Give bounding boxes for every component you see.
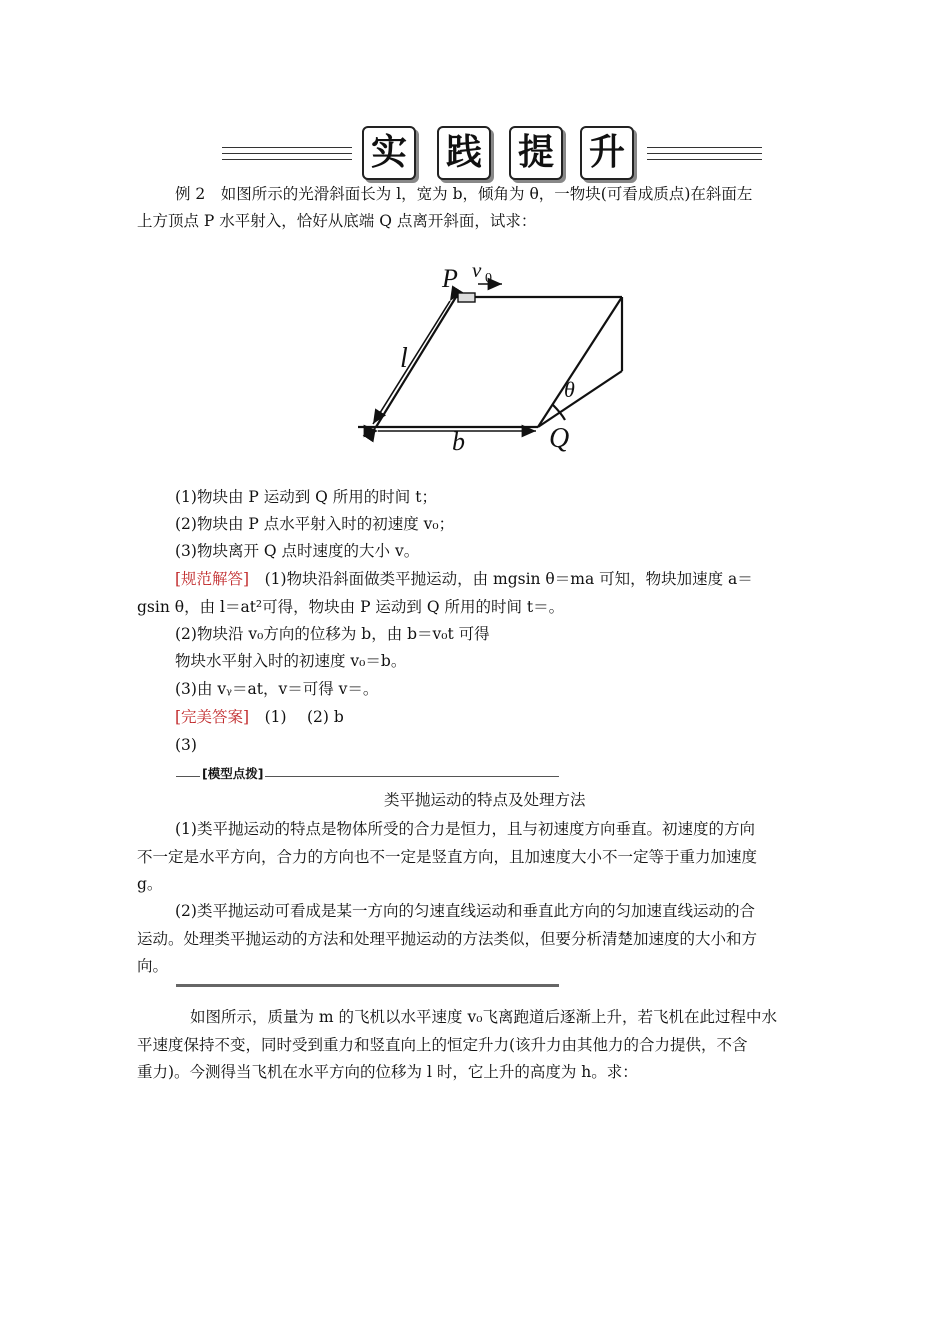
answer-text-1: (1) (2) b: [249, 708, 344, 726]
example-line-1: 例 2 如图所示的光滑斜面长为 l，宽为 b，倾角为 θ，一物块(可看成质点)在斜面左: [175, 185, 753, 203]
model-p2-line-1: (2)类平抛运动可看成是某一方向的匀速直线运动和垂直此方向的匀加速直线运动的合: [175, 902, 755, 920]
example-line-2: 上方顶点 P 水平射入，恰好从底端 Q 点离开斜面，试求：: [137, 212, 537, 230]
solution-line-4: 物块水平射入时的初速度 v₀＝b。: [175, 652, 407, 670]
block-marker: [458, 293, 475, 302]
answer-line-1: [175, 704, 344, 730]
model-title: 类平抛运动的特点及处理方法: [384, 791, 586, 809]
solution-line-5: (3)由 vᵧ＝at，v＝可得 v＝。: [175, 680, 379, 698]
label-l: l: [400, 343, 408, 374]
answer-label: [完美答案]: [175, 708, 250, 726]
solution-text-1: (1)物块沿斜面做类平抛运动，由 mgsin θ＝ma 可知，物块加速度 a＝: [249, 570, 753, 588]
exercise-line-3: 重力)。今测得当飞机在水平方向的位移为 l 时，它上升的高度为 h。求：: [137, 1063, 638, 1081]
label-b: b: [452, 427, 465, 456]
exercise-line-1: 如图所示，质量为 m 的飞机以水平速度 v₀飞离跑道后逐渐上升，若飞机在此过程中水: [190, 1008, 777, 1026]
model-p1-line-1: (1)类平抛运动的特点是物体所受的合力是恒力，且与初速度方向垂直。初速度的方向: [175, 820, 755, 838]
section-banner: [222, 122, 767, 186]
label-theta: θ: [564, 377, 575, 402]
model-p1-line-3: g。: [137, 875, 163, 893]
model-tag: [模型点拨]: [202, 766, 264, 781]
banner-char-1: 实: [362, 126, 416, 180]
banner-char-2: 践: [437, 126, 491, 180]
banner-char-4: 升: [580, 126, 634, 180]
label-v0: v: [472, 258, 482, 282]
model-bottom-rule: [176, 984, 559, 987]
solution-line-1: [175, 566, 753, 592]
label-P: P: [442, 264, 458, 293]
question-2: (2)物块由 P 点水平射入时的初速度 v₀；: [175, 515, 455, 533]
label-v0-sub: 0: [485, 271, 492, 286]
label-Q: Q: [549, 423, 570, 454]
answer-line-2: (3): [175, 736, 197, 754]
question-3: (3)物块离开 Q 点时速度的大小 v。: [175, 542, 420, 560]
model-p1-line-2: 不一定是水平方向，合力的方向也不一定是竖直方向，且加速度大小不一定等于重力加速度: [137, 848, 758, 866]
solution-label: [规范解答]: [175, 570, 250, 588]
incline-figure: [338, 243, 652, 483]
question-1: (1)物块由 P 运动到 Q 所用的时间 t；: [175, 488, 437, 506]
model-p2-line-3: 向。: [137, 957, 169, 975]
solution-line-2: gsin θ，由 l＝at²可得，物块由 P 运动到 Q 所用的时间 t＝。: [137, 598, 565, 616]
model-p2-line-2: 运动。处理类平抛运动的方法和处理平抛运动的方法类似，但要分析清楚加速度的大小和方: [137, 930, 758, 948]
solution-line-3: (2)物块沿 v₀方向的位移为 b，由 b＝v₀t 可得: [175, 625, 490, 643]
exercise-line-2: 平速度保持不变，同时受到重力和竖直向上的恒定升力(该升力由其他力的合力提供，不含: [137, 1036, 748, 1054]
banner-char-3: 提: [509, 126, 563, 180]
